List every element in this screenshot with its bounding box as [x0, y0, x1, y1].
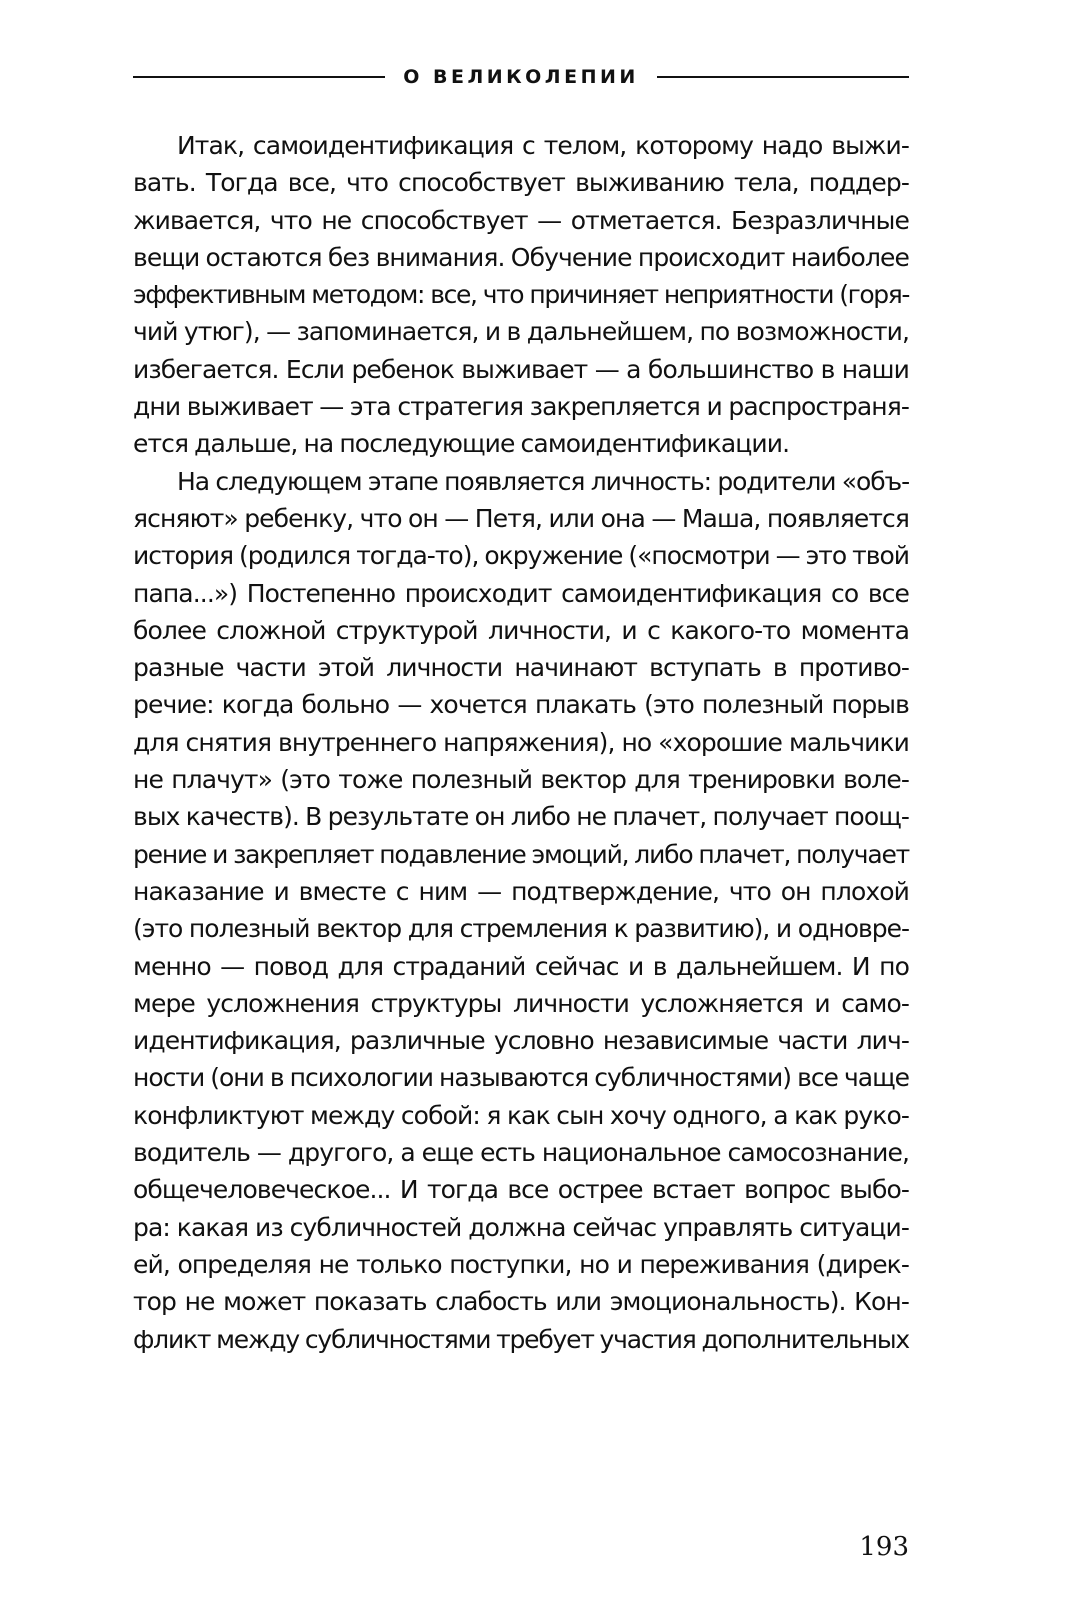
paragraph: [133, 463, 909, 1358]
text-line: На следующем этапе появляется личность: родители «объ-: [177, 466, 909, 496]
text-line: речие: когда больно — хочется плакать (это полезный порыв: [133, 690, 909, 720]
text-line: ра: какая из субличностей должна сейчас управлять ситуаци-: [133, 1212, 909, 1242]
page-number: 193: [859, 1532, 909, 1562]
text-line: идентификация, различные условно независимые части лич-: [133, 1026, 909, 1056]
text-line: ей, определяя не только поступки, но и переживания (дирек-: [133, 1249, 909, 1279]
text-line: избегается. Если ребенок выживает — а большинство в наши: [133, 354, 909, 384]
text-line: не плачут» (это тоже полезный вектор для тренировки воле-: [133, 765, 909, 795]
text-line: водитель — другого, а еще есть национальное самосознание,: [133, 1138, 909, 1168]
text-line: мере усложнения структуры личности усложняется и само-: [133, 988, 909, 1018]
text-line: вых качеств). В результате он либо не плачет, получает поощ-: [133, 802, 909, 832]
text-line: тор не может показать слабость или эмоциональность). Кон-: [133, 1287, 909, 1317]
text-line: ясняют» ребенку, что он — Петя, или она — Маша, появляется: [133, 503, 909, 533]
text-line: Итак, самоидентификация с телом, которому надо выжи-: [177, 131, 909, 160]
text-line: для снятия внутреннего напряжения), но «хорошие мальчики: [133, 727, 909, 757]
paragraph: [133, 127, 909, 463]
text-line: вещи остаются без внимания. Обучение происходит наиболее: [133, 242, 909, 272]
text-line: живается, что не способствует — отметается. Безразличные: [133, 205, 909, 235]
text-line: менно — повод для страданий сейчас и в дальнейшем. И по: [133, 951, 909, 981]
text-line: (это полезный вектор для стремления к развитию), и одновре-: [133, 914, 909, 944]
text-line: дни выживает — эта стратегия закрепляется и распространя-: [133, 392, 909, 422]
text-line: вать. Тогда все, что способствует выживанию тела, поддер-: [133, 168, 909, 198]
header-rule-left: [133, 76, 385, 78]
text-line: ется дальше, на последующие самоидентификации.: [133, 429, 790, 459]
text-line: рение и закрепляет подавление эмоций, либо плачет, получает: [133, 839, 909, 869]
text-line: конфликтуют между собой: я как сын хочу одного, а как руко-: [133, 1100, 909, 1130]
text-line: папа...») Постепенно происходит самоидентификация со все: [133, 578, 909, 608]
text-line: общечеловеческое... И тогда все острее встает вопрос выбо-: [133, 1175, 909, 1205]
text-line: разные части этой личности начинают вступать в противо-: [133, 653, 909, 683]
text-line: более сложной структурой личности, и с какого-то момента: [133, 615, 909, 645]
text-line: ности (они в психологии называются субличностями) все чаще: [133, 1063, 909, 1093]
text-line: наказание и вместе с ним — подтверждение, что он плохой: [133, 876, 909, 906]
running-header: [133, 62, 909, 92]
header-rule-right: [657, 76, 909, 78]
text-line: история (родился тогда-то), окружение («посмотри — это твой: [133, 541, 909, 571]
running-title: О ВЕЛИКОЛЕПИИ: [403, 66, 639, 88]
text-line: фликт между субличностями требует участия дополнительных: [133, 1324, 909, 1354]
text-line: эффективным методом: все, что причиняет неприятности (горя-: [133, 280, 909, 310]
body-text: [133, 127, 909, 1358]
text-line: чий утюг), — запоминается, и в дальнейшем, по возможности,: [133, 317, 909, 347]
